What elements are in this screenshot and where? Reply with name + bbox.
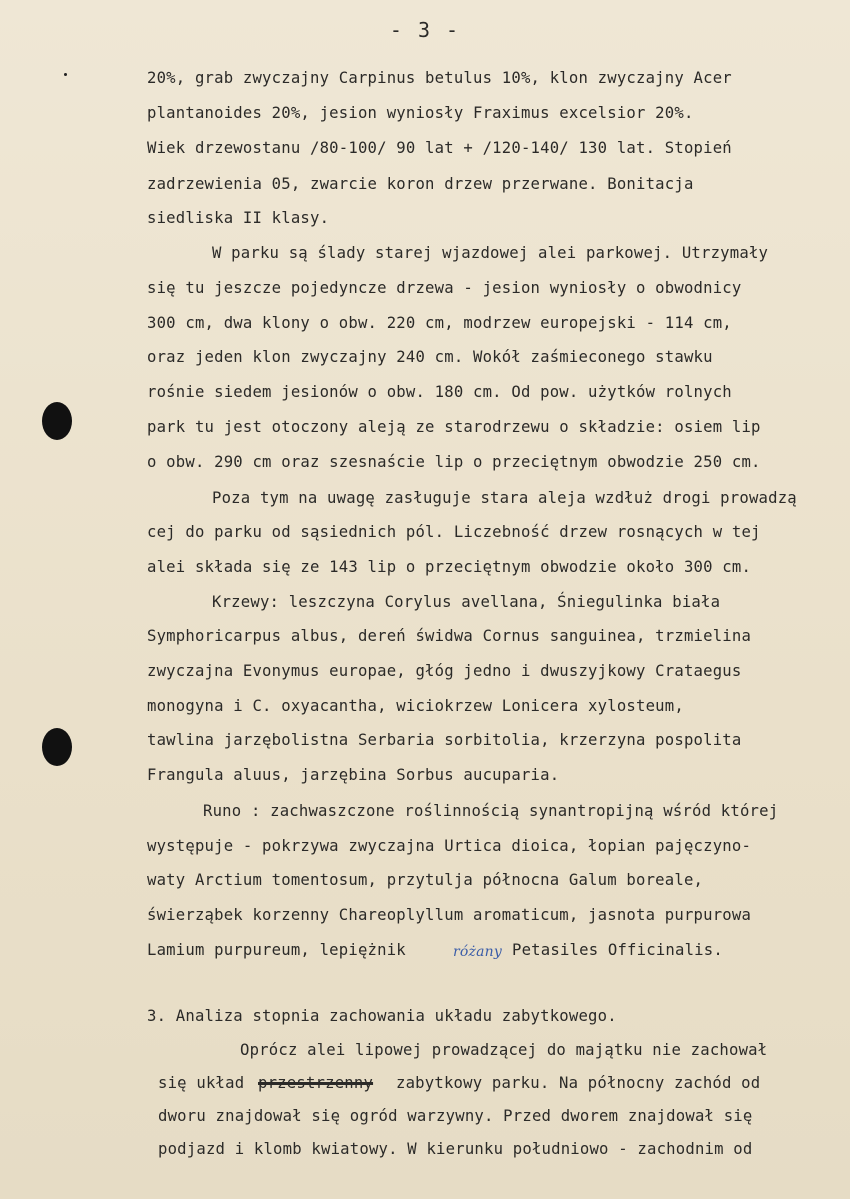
punch-hole-top [42,402,72,440]
text-line: park tu jest otoczony aleją ze starodrzewu o składzie: osiem lip [147,418,761,436]
text-line: plantanoides 20%, jesion wyniosły Fraximus excelsior 20%. [147,104,694,122]
text-line: Krzewy: leszczyna Corylus avellana, Śniegulinka biała [212,593,721,611]
text-line: o obw. 290 cm oraz szesnaście lip o przeciętnym obwodzie 250 cm. [147,453,761,471]
section-heading: 3. Analiza stopnia zachowania układu zabytkowego. [147,1007,617,1025]
text-line: występuje - pokrzywa zwyczajna Urtica dioica, łopian pajęczyno- [147,837,752,855]
text-line: Poza tym na uwagę zasługuje stara aleja wzdłuż drogi prowadzą [212,489,797,507]
text-line: Petasiles Officinalis. [512,941,723,959]
text-line: 300 cm, dwa klony o obw. 220 cm, modrzew europejski - 114 cm, [147,314,732,332]
text-line: zadrzewienia 05, zwarcie koron drzew przerwane. Bonitacja [147,175,694,193]
text-line: alei składa się ze 143 lip o przeciętnym obwodzie około 300 cm. [147,558,752,576]
text-line: Frangula aluus, jarzębina Sorbus aucuparia. [147,766,560,784]
text-line: się tu jeszcze pojedyncze drzewa - jesion wyniosły o obwodnicy [147,279,742,297]
text-line: Wiek drzewostanu /80-100/ 90 lat + /120-140/ 130 lat. Stopień [147,139,732,157]
text-line: 20%, grab zwyczajny Carpinus betulus 10%, klon zwyczajny Acer [147,69,732,87]
text-line: W parku są ślady starej wjazdowej alei parkowej. Utrzymały [212,244,769,262]
text-line: cej do parku od sąsiednich pól. Liczebność drzew rosnących w tej [147,523,761,541]
text-line: oraz jeden klon zwyczajny 240 cm. Wokół zaśmieconego stawku [147,348,713,366]
text-line: dworu znajdował się ogród warzywny. Przed dworem znajdował się [158,1107,753,1125]
page-number: - 3 - [389,18,461,42]
handwritten-insert: różany [453,944,502,960]
text-line: waty Arctium tomentosum, przytulja północna Galum boreale, [147,871,704,889]
text-line: zabytkowy parku. Na północny zachód od [396,1074,761,1092]
text-line: Lamium purpureum, lepiężnik [147,941,406,959]
text-line: monogyna i C. oxyacantha, wiciokrzew Lonicera xylosteum, [147,697,684,715]
text-line: Oprócz alei lipowej prowadzącej do majątku nie zachował [240,1041,768,1059]
text-line: siedliska II klasy. [147,209,330,227]
text-line: zwyczajna Evonymus europae, głóg jedno i dwuszyjkowy Crataegus [147,662,742,680]
text-line: się układ [158,1074,245,1092]
text-line: świerząbek korzenny Chareoplyllum aromaticum, jasnota purpurowa [147,906,752,924]
text-line: Runo : zachwaszczone roślinnością synantropijną wśród której [203,802,779,820]
struck-out-word: przestrzenny [258,1074,374,1092]
text-line: tawlina jarzębolistna Serbaria sorbitolia, krzerzyna pospolita [147,731,742,749]
text-line: Symphoricarpus albus, dereń świdwa Cornus sanguinea, trzmielina [147,627,752,645]
margin-speck [64,73,67,76]
punch-hole-bottom [42,728,72,766]
text-line: podjazd i klomb kwiatowy. W kierunku południowo - zachodnim od [158,1140,753,1158]
text-line: rośnie siedem jesionów o obw. 180 cm. Od pow. użytków rolnych [147,383,732,401]
